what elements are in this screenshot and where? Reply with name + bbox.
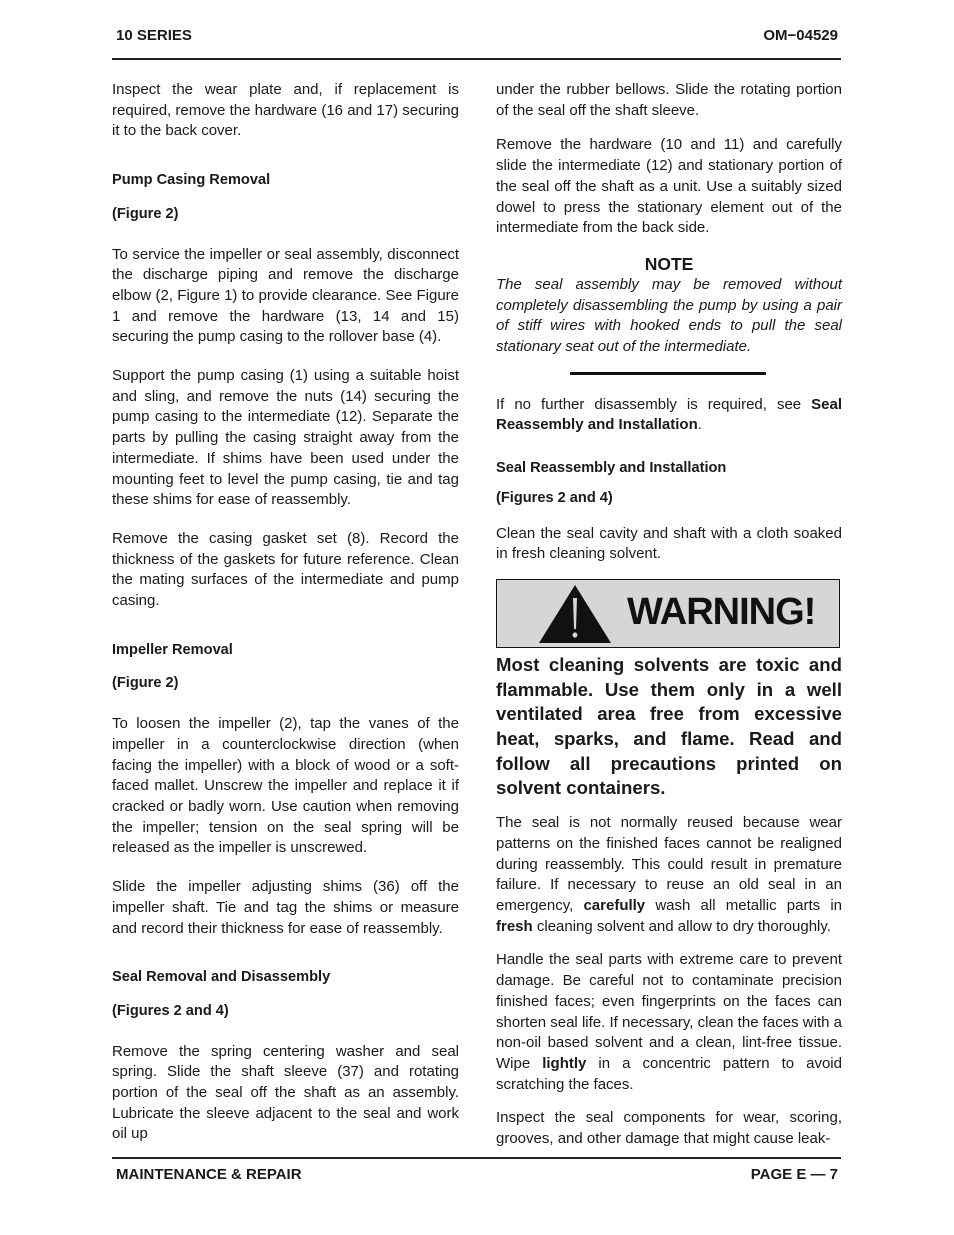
reuse-text-2: wash all metallic parts in: [645, 896, 842, 914]
heading-impeller-figure: (Figure 2): [112, 675, 179, 692]
header-rule: [112, 58, 841, 60]
no-further-period: .: [697, 416, 702, 434]
warning-triangle-icon: [537, 584, 613, 644]
reuse-bold-fresh: fresh: [496, 917, 533, 935]
header-doc-number: OM−04529: [763, 27, 838, 44]
paragraph-seal-removal: Remove the spring centering washer and seal spring. Slide the shaft sleeve (37) and rotating portion of the seal off the shaft as an assembly. Lubricate the sleeve adjacent to the seal and work oil up: [112, 1042, 459, 1143]
footer-rule: [112, 1157, 841, 1159]
page-footer: [112, 1166, 840, 1186]
heading-pump-casing-figure: (Figure 2): [112, 205, 179, 222]
right-column: [496, 80, 842, 1150]
reuse-text-1: The seal is not normally reused because wear patterns on the finished faces cannot be realigned during reassembly. This could result in premature failure. If necessary to reuse an old seal in an emergency,: [496, 814, 842, 914]
warning-banner: [496, 579, 840, 648]
page-header: [112, 27, 840, 47]
paragraph-casing-1: To service the impeller or seal assembly, disconnect the discharge piping and remove the discharge elbow (2, Figure 1) to provide clearance. See Figure 1 and remove the hardware (13, 14 and 15) securing the pump casing to the rollover base (4).: [112, 245, 459, 346]
handle-text-1: Handle the seal parts with extreme care to prevent damage. Be careful not to contaminate precision finished faces; even fingerprints on the faces can shorten seal life. If necessary, clean the faces with a non-oil based solvent and a clean, lint-free tissue. Wipe: [496, 951, 842, 1072]
paragraph-casing-3: Remove the casing gasket set (8). Record the thickness of the gaskets for future reference. Clean the mating surfaces of the intermediate and pump casing.: [112, 529, 459, 610]
note-body: The seal assembly may be removed without completely disassembling the pump by using a pair of stiff wires with hooked ends to pull the seal stationary seat out of the intermediate.: [496, 275, 842, 356]
paragraph-casing-2: Support the pump casing (1) using a suitable hoist and sling, and remove the nuts (14) securing the pump casing to the intermediate (12). Separate the parts by pulling the casing straight away from the intermediate. If shims have been used under the mounting feet to level the pump casing, tie and tag these shims for ease of reassembly.: [112, 367, 459, 509]
reuse-bold-carefully: carefully: [583, 896, 646, 914]
footer-section: MAINTENANCE & REPAIR: [116, 1166, 302, 1183]
paragraph-wear-plate: Inspect the wear plate and, if replacement is required, remove the hardware (16 and 17) securing it to the back cover.: [112, 81, 459, 140]
warning-text: Most cleaning solvents are toxic and flammable. Use them only in a well ventilated area free from excessive heat, sparks, and flame. Read and follow all precautions printed on solvent containers.: [496, 653, 842, 799]
paragraph-no-further-disassembly: [496, 395, 842, 436]
left-column: [112, 80, 459, 1145]
warning-title: WARNING!: [627, 590, 816, 633]
paragraph-inspect-seal: Inspect the seal components for wear, scoring, grooves, and other damage that might cause leak-: [496, 1109, 842, 1148]
handle-bold-lightly: lightly: [542, 1054, 587, 1072]
paragraph-clean-cavity: Clean the seal cavity and shaft with a cloth soaked in fresh cleaning solvent.: [496, 524, 842, 563]
heading-seal-reassembly-figure: (Figures 2 and 4): [496, 489, 613, 506]
paragraph-impeller-1: To loosen the impeller (2), tap the vanes of the impeller in a counterclockwise direction (when facing the impeller) with a block of wood or a soft-faced mallet. Unscrew the impeller and replace it if cracked or badly worn. Use caution when removing the impeller; tension on the seal spring will be released as the impeller is unscrewed.: [112, 715, 459, 857]
heading-impeller-removal: Impeller Removal: [112, 641, 233, 658]
no-further-link-text: Seal Reassembly and Installation: [496, 395, 842, 434]
handle-text-2: in a concentric pattern to avoid scratching the faces.: [496, 1054, 842, 1093]
paragraph-impeller-2: Slide the impeller adjusting shims (36) off the impeller shaft. Tie and tag the shims or measure and record their thickness for ease of reassembly.: [112, 878, 459, 937]
heading-seal-removal-figure: (Figures 2 and 4): [112, 1002, 229, 1019]
heading-seal-reassembly: Seal Reassembly and Installation: [496, 460, 727, 477]
header-series: 10 SERIES: [116, 27, 192, 44]
heading-seal-removal: Seal Removal and Disassembly: [112, 969, 331, 986]
footer-page-number: PAGE E — 7: [750, 1166, 838, 1183]
note-title: NOTE: [644, 253, 694, 274]
no-further-text: If no further disassembly is required, see: [496, 395, 812, 413]
paragraph-seal-reuse: [496, 813, 842, 937]
paragraph-continued: under the rubber bellows. Slide the rotating portion of the seal off the shaft sleeve.: [496, 81, 842, 119]
reuse-text-3: cleaning solvent and allow to dry thoroughly.: [532, 917, 831, 935]
paragraph-hardware: Remove the hardware (10 and 11) and carefully slide the intermediate (12) and stationary portion of the seal off the shaft as a unit. Use a suitably sized dowel to press the stationary element out of the intermediate from the back side.: [496, 136, 842, 237]
heading-pump-casing-removal: Pump Casing Removal: [112, 172, 271, 189]
paragraph-handle-seal: [496, 950, 842, 1095]
